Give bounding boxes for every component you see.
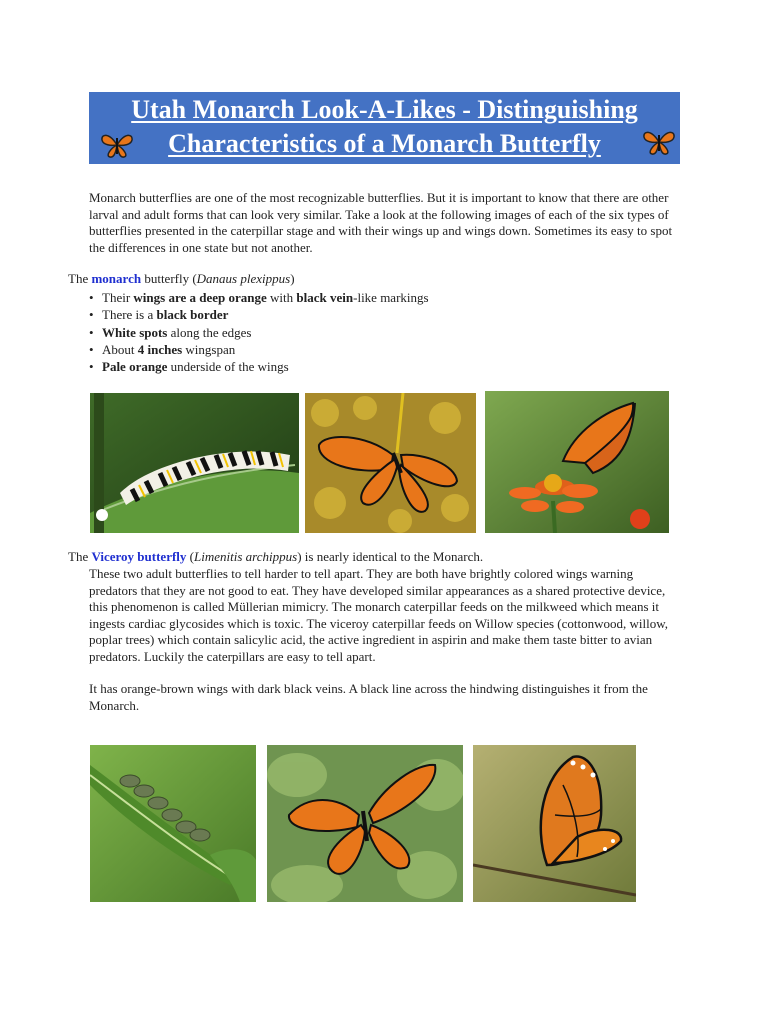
viceroy-heading: The Viceroy butterfly (Limenitis archippus) is nearly identical to the Monarch. (68, 549, 484, 564)
viceroy-paragraph-2: It has orange-brown wings with dark black veins. A black line across the hindwing distinguishes it from the Monarch. (89, 681, 648, 713)
viceroy-wings-closed-photo (473, 745, 636, 902)
list-item: • White spots along the edges (89, 324, 429, 341)
monarch-heading: The monarch butterfly (Danaus plexippus) (68, 271, 295, 286)
viceroy-caterpillar-photo (90, 745, 256, 902)
viceroy-name: Viceroy butterfly (91, 549, 187, 564)
monarch-scientific-name: Danaus plexippus (196, 271, 291, 286)
monarch-caterpillar-photo (90, 393, 299, 533)
butterfly-left-icon (99, 130, 135, 160)
monarch-wings-open-photo (305, 393, 476, 533)
viceroy-wings-open-photo (267, 745, 463, 902)
intro-paragraph: Monarch butterflies are one of the most recognizable butterflies. But it is important to know that there are other larval and adult forms that can look very similar. Take a look at the following images of each of the six types of butterflies presented in the caterpillar stage and with their wings up and wings down. Sometimes its easy to spot the differences in one state but not another. (89, 190, 673, 255)
butterfly-right-icon (641, 127, 677, 157)
list-item: • Pale orange underside of the wings (89, 358, 429, 375)
monarch-name: monarch (91, 271, 142, 286)
title-line-2: Characteristics of a Monarch Butterfly (168, 129, 601, 158)
viceroy-scientific-name: Limenitis archippus (194, 549, 298, 564)
title-banner (89, 92, 680, 164)
monarch-traits-list (89, 289, 429, 375)
title-line-1: Utah Monarch Look-A-Likes - Distinguishing (131, 95, 638, 124)
monarch-on-flower-photo (485, 391, 669, 533)
list-item: • Their wings are a deep orange with black vein-like markings (89, 289, 429, 306)
viceroy-paragraph-1: These two adult butterflies to tell harder to tell apart. They are both have brightly colored wings warning predators that they are not good to eat. They have developed similar appearances as a shared protective device, this phenomenon is called Müllerian mimicry. The monarch caterpillar feeds on the milkweed which means it ingests cardiac glycosides which is toxic. The viceroy caterpillar feeds on Willow species (cottonwood, willow, poplar trees) which contain salicylic acid, the active ingredient in aspirin and make them taste bitter to avian predators. Luckily the caterpillars are easy to tell apart. (89, 566, 669, 664)
list-item: • About 4 inches wingspan (89, 341, 429, 358)
list-item: • There is a black border (89, 306, 429, 323)
